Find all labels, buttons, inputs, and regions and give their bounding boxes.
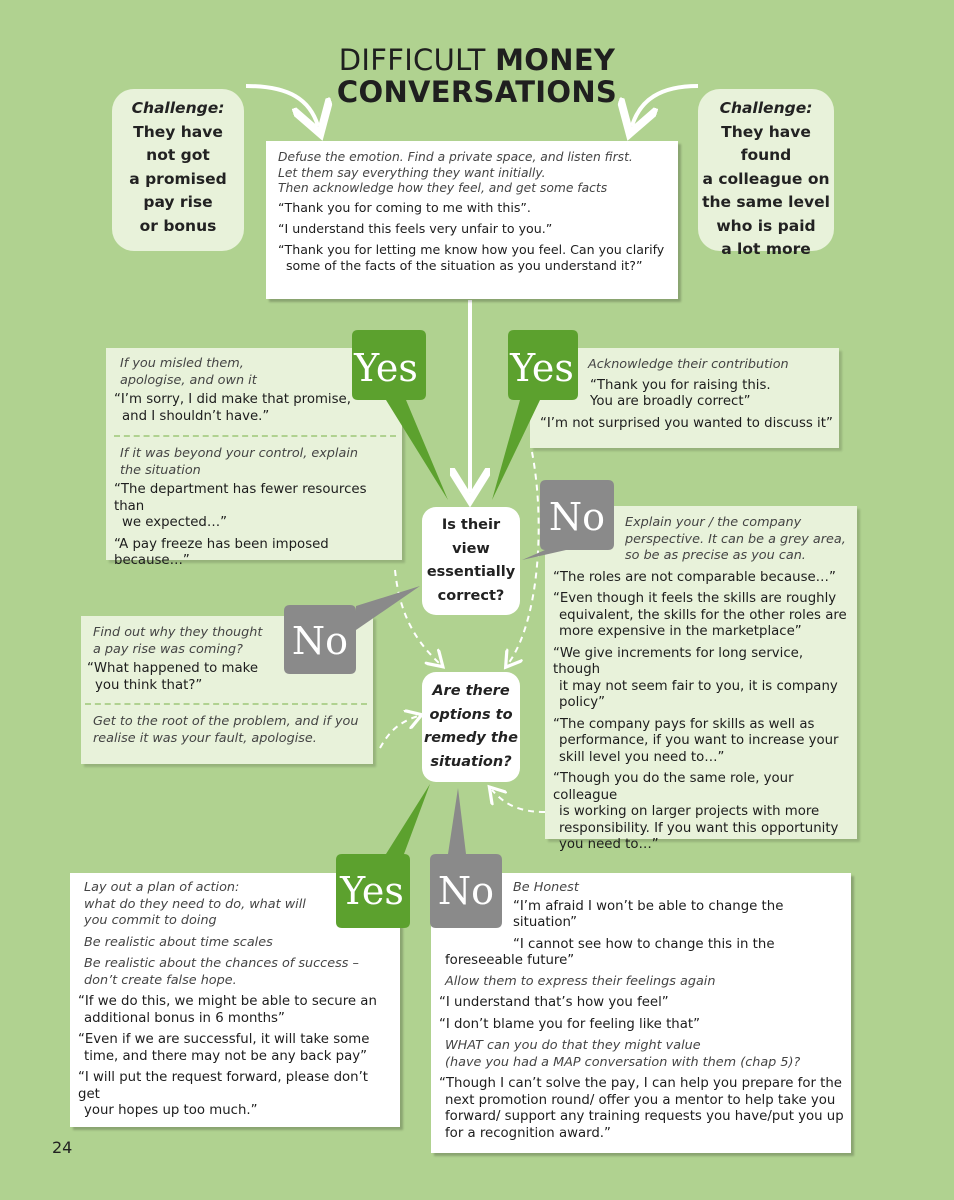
instruction-text: If it was beyond your control, explain <box>120 446 358 461</box>
node-line: remedy the <box>424 730 518 746</box>
instruction-text: (have you had a MAP conversation with them (chap 5)? <box>445 1054 801 1070</box>
title-bold-2: CONVERSATIONS <box>336 75 618 109</box>
instruction-text: Acknowledge their contribution <box>588 357 789 372</box>
yes-bubble-top-left <box>352 330 448 500</box>
quote-text: “Thank you for letting me know how you feel. Can you clarify <box>278 241 665 257</box>
challenge-left-line: a promised <box>129 169 227 188</box>
challenge-left-heading: Challenge: <box>131 99 225 117</box>
challenge-right-line: who is paid <box>716 216 816 235</box>
yes-bubble-bottom <box>336 784 430 928</box>
no-label: No <box>548 495 606 539</box>
challenge-left-line: They have <box>133 122 223 141</box>
title-light: DIFFICULT <box>338 43 486 77</box>
quote-text: some of the facts of the situation as you understand it?” <box>286 257 643 273</box>
quote-text: policy” <box>559 695 606 710</box>
instruction-text: Allow them to express their feelings again <box>445 973 716 989</box>
quote-text: “I understand this feels very unfair to you.” <box>278 220 553 236</box>
instruction-text: so be as precise as you can. <box>625 548 806 563</box>
quote-text: foreseeable future” <box>445 953 575 968</box>
challenge-right-line: They have found <box>721 122 811 164</box>
quote-text: “If we do this, we might be able to secure an <box>78 994 377 1009</box>
instruction-text: Then acknowledge how they feel, and get some facts <box>278 181 608 195</box>
quote-text: you need to…” <box>559 837 659 852</box>
quote-text: “Though I can’t solve the pay, I can help you prepare for the <box>439 1076 842 1091</box>
quote-text: for a recognition award.” <box>445 1125 611 1141</box>
instruction-text: WHAT can you do that they might value <box>445 1038 701 1053</box>
instruction-text: Explain your / the company <box>625 515 802 530</box>
instruction-text: you commit to doing <box>84 913 217 928</box>
challenge-right-line: a lot more <box>721 240 811 258</box>
quote-text: performance, if you want to increase your <box>559 733 839 748</box>
quote-text: responsibility. If you want this opportunity <box>559 820 839 836</box>
instruction-text: realise it was your fault, apologise. <box>93 730 317 746</box>
quote-text: “Thank you for raising this. <box>590 377 771 393</box>
instruction-text: apologise, and own it <box>120 372 257 388</box>
quote-text: “I’m sorry, I did make that promise, <box>114 392 351 407</box>
instruction-text: Find out why they thought <box>93 625 263 640</box>
quote-text: “The roles are not comparable because…” <box>553 569 836 585</box>
quote-text: additional bonus in 6 months” <box>84 1010 285 1026</box>
challenge-right-heading: Challenge: <box>719 99 813 117</box>
quote-text: time, and there may not be any back pay” <box>84 1048 368 1064</box>
instruction-text: what do they need to do, what will <box>84 896 306 912</box>
instruction-text: If you misled them, <box>120 356 244 371</box>
quote-text: it may not seem fair to you, it is company <box>559 678 838 694</box>
quote-text: skill level you need to…” <box>559 749 725 765</box>
quote-text: more expensive in the marketplace” <box>559 624 802 639</box>
no-label: No <box>291 619 349 663</box>
instruction-text: Be realistic about time scales <box>84 934 273 950</box>
quote-text: You are broadly correct” <box>590 394 751 409</box>
quote-text: “What happened to make <box>87 661 259 676</box>
node-line: correct? <box>437 587 505 604</box>
yes-bubble-top-right <box>492 330 578 500</box>
quote-text: “Even though it feels the skills are roughly <box>553 591 837 606</box>
quote-text: “I’m not surprised you wanted to discuss it” <box>540 415 833 431</box>
challenge-left-line: or bonus <box>139 216 217 235</box>
instruction-text: Be realistic about the chances of success – <box>84 956 359 971</box>
no-bubble-middle-left <box>284 586 420 674</box>
quote-text: is working on larger projects with more <box>559 804 820 819</box>
challenge-right-line: a colleague on <box>702 169 830 188</box>
quote-text: “Even if we are successful, it will take some <box>78 1032 370 1047</box>
quote-text: equivalent, the skills for the other roles are <box>559 607 847 623</box>
no-bubble-middle-right <box>522 480 614 560</box>
quote-text: and I shouldn’t have.” <box>122 408 270 424</box>
quote-text: “I don’t blame you for feeling like that” <box>439 1016 700 1032</box>
instruction-text: Be Honest <box>513 880 579 895</box>
yes-label: Yes <box>340 869 404 913</box>
instruction-text: a pay rise was coming? <box>93 641 243 657</box>
instruction-text: Let them say everything they want initially. <box>278 165 546 180</box>
quote-text: “I will put the request forward, please don’t get <box>78 1070 369 1102</box>
title-bold-1: MONEY <box>495 43 616 77</box>
node-line: view <box>452 540 490 557</box>
quote-text: your hopes up too much.” <box>84 1103 258 1118</box>
yes-label: Yes <box>354 346 418 390</box>
instruction-text: Get to the root of the problem, and if you <box>93 714 359 729</box>
instruction-text: Defuse the emotion. Find a private space, and listen first. <box>278 150 633 164</box>
challenge-right-line: the same level <box>702 193 830 211</box>
quote-text: “Thank you for coming to me with this”. <box>278 199 531 215</box>
challenge-left-line: pay rise <box>143 193 213 211</box>
quote-text: “The department has fewer resources than <box>114 482 367 514</box>
no-label: No <box>437 869 495 913</box>
quote-text: we expected…” <box>122 515 228 530</box>
quote-text: next promotion round/ offer you a mentor to help take you <box>445 1092 836 1108</box>
instruction-text: don’t create false hope. <box>84 972 237 988</box>
node-line: options to <box>429 706 513 723</box>
node-line: essentially <box>426 564 516 580</box>
instruction-text: the situation <box>120 462 201 478</box>
quote-text: “Though you do the same role, your colleague <box>553 771 794 803</box>
quote-text: forward/ support any training requests you have/put you up <box>445 1109 844 1124</box>
yes-label: Yes <box>510 346 574 390</box>
quote-text: “I’m afraid I won’t be able to change the situation” <box>513 898 784 930</box>
quote-text: “I cannot see how to change this in the <box>513 936 775 952</box>
node-line: situation? <box>430 753 512 770</box>
page-number: 24 <box>52 1138 73 1157</box>
quote-text: “The company pays for skills as well as <box>553 716 815 732</box>
quote-text: “We give increments for long service, though <box>553 645 804 677</box>
quote-text: “I understand that’s how you feel” <box>439 995 669 1010</box>
node-line: Are there <box>432 683 510 699</box>
no-bubble-bottom <box>430 788 502 928</box>
quote-text: “A pay freeze has been imposed because…” <box>114 536 329 568</box>
instruction-text: Lay out a plan of action: <box>84 880 240 895</box>
node-line: Is their <box>441 517 501 533</box>
challenge-left-line: not got <box>146 146 210 164</box>
instruction-text: perspective. It can be a grey area, <box>625 531 846 547</box>
quote-text: you think that?” <box>95 677 203 693</box>
